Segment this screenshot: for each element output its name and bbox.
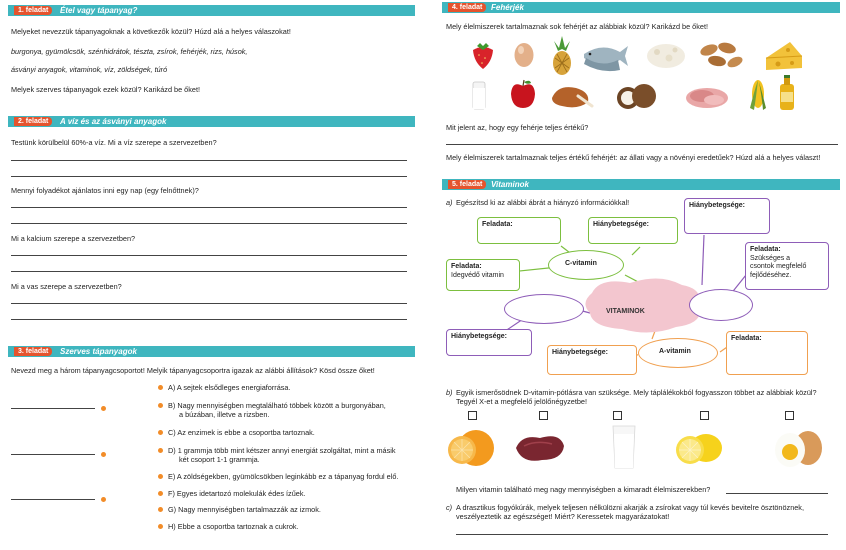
almonds-icon[interactable] [697, 38, 745, 72]
box-feladata-3[interactable] [745, 242, 829, 290]
statement-g: G) Nagy mennyiségben tartalmazzák az izmok. [168, 505, 321, 514]
task-c-label: c) [446, 503, 453, 512]
task-b-question-3: Milyen vitamin található meg nagy mennyiségben a kimaradt élelmiszerekben? [456, 485, 711, 494]
statement-dot[interactable] [158, 507, 163, 512]
blank-node-left[interactable] [504, 294, 584, 324]
task-b-question-2: Tegyél X-et a megfelelő jelölőnégyzetbe! [456, 397, 588, 406]
blank-node-right[interactable] [689, 289, 753, 321]
section-5-number: 5. feladat [448, 180, 486, 189]
section-1-question: Melyeket nevezzük tápanyagoknak a következők közül? Húzd alá a helyes válaszokat! [11, 27, 291, 36]
c-vitamin-label: C-vitamin [565, 260, 597, 267]
checkbox-orange[interactable] [468, 411, 477, 420]
task-b-label: b) [446, 388, 453, 397]
section-3-title: Szerves tápanyagok [60, 347, 137, 356]
answer-line[interactable] [11, 454, 95, 455]
connect-dot[interactable] [101, 452, 106, 457]
statement-h: H) Ebbe a csoportba tartoznak a cukrok. [168, 522, 299, 531]
statement-dot[interactable] [158, 491, 163, 496]
box-label: Feladata: [482, 221, 513, 228]
box-label: Hiánybetegsége: [552, 349, 609, 356]
task-c-question-2: veszélyeztetik az egészséget! Miért? Keressetek magyarázatokat! [456, 512, 670, 521]
answer-line[interactable] [11, 303, 407, 304]
answer-line[interactable] [11, 176, 407, 177]
box-text: fejlődéséhez. [750, 271, 792, 279]
section-4-header [442, 2, 840, 13]
apple-icon[interactable] [508, 78, 538, 110]
box-label: Hiánybetegsége: [451, 333, 508, 340]
statement-dot[interactable] [158, 448, 163, 453]
a-vitamin-label: A-vitamin [659, 348, 691, 355]
box-text: csontok megfelelő [750, 263, 807, 270]
task-b-question-1: Egyik ismerősödnek D-vitamin-pótlásra van szüksége. Mely táplálékokból fogyasszon többet az alábbiak közül? [456, 388, 817, 397]
statement-dot[interactable] [158, 385, 163, 390]
ham-icon[interactable] [684, 84, 730, 110]
answer-line[interactable] [11, 207, 407, 208]
section-5-header [442, 179, 840, 190]
milk-icon[interactable] [470, 80, 488, 110]
oil-icon[interactable] [774, 74, 802, 112]
statement-e: E) A zöldségekben, gyümölcsökben leginkább ez a tápanyag fordul elő. [168, 472, 399, 481]
section-4-question-3: Mely élelmiszerek tartalmaznak teljes értékű fehérjét: az állati vagy a növényi eredetűek? Húzd alá a helyes választ! [446, 153, 821, 162]
milk-glass-icon [610, 424, 638, 470]
section-2-title: A víz és az ásványi anyagok [60, 117, 167, 126]
section-3-question: Nevezd meg a három tápanyagcsoportot! Melyik tápanyagcsoportra igazak az alábbi állítások? Kösd össze őket! [11, 366, 375, 375]
answer-line[interactable] [11, 160, 407, 161]
section-4-number: 4. feladat [448, 3, 486, 12]
connect-dot[interactable] [101, 497, 106, 502]
checkbox-milk[interactable] [613, 411, 622, 420]
box-hianybetegsege-top[interactable] [684, 198, 770, 234]
section-1-word-list-1[interactable]: burgonya, gyümölcsök, szénhidrátok, tészta, zsírok, fehérjék, rizs, húsok, [11, 47, 248, 56]
center-blob [585, 278, 699, 332]
section-4-title: Fehérjék [491, 3, 524, 12]
answer-line[interactable] [11, 499, 95, 500]
chicken-icon[interactable] [548, 82, 594, 110]
statement-a: A) A sejtek elsődleges energiaforrása. [168, 383, 291, 392]
section-2-number: 2. feladat [14, 117, 52, 126]
pineapple-icon[interactable] [550, 36, 574, 76]
checkbox-liver[interactable] [539, 411, 548, 420]
box-hianybetegsege-3[interactable] [547, 345, 637, 375]
section-2-question-4: Mi a vas szerepe a szervezetben? [11, 282, 122, 291]
statement-d-cont: két csoport 1-1 grammja. [179, 455, 260, 464]
section-4-question-2: Mit jelent az, hogy egy fehérje teljes értékű? [446, 123, 589, 132]
egg-icon[interactable] [512, 40, 536, 68]
box-feladata-2[interactable] [446, 259, 520, 291]
answer-line[interactable] [11, 271, 407, 272]
corn-icon[interactable] [748, 78, 768, 112]
answer-line[interactable] [11, 223, 407, 224]
box-label: Feladata: [451, 263, 482, 270]
section-2-header [8, 116, 415, 127]
statement-f: F) Egyes idetartozó molekulák édes ízűek. [168, 489, 306, 498]
connector [702, 235, 704, 285]
box-label: Feladata: [750, 246, 781, 253]
box-label: Hiánybetegsége: [689, 202, 746, 209]
box-hianybetegsege-1[interactable] [588, 217, 678, 244]
answer-line[interactable] [11, 319, 407, 320]
orange-icon [446, 424, 496, 470]
box-label: Hiánybetegsége: [593, 221, 650, 228]
statement-dot[interactable] [158, 524, 163, 529]
task-c-question-1: A drasztikus fogyókúrák, melyek teljesen nélkülözni akarják a zsírokat vagy túl kevés bevitelre ösztönöznek, [456, 503, 804, 512]
boiled-egg-icon [770, 422, 826, 470]
box-text: Idegvédő vitamin [451, 271, 504, 279]
liver-icon [512, 430, 568, 466]
statement-dot[interactable] [158, 430, 163, 435]
coconut-icon[interactable] [614, 78, 658, 112]
section-1-word-list-2[interactable]: ásványi anyagok, vitaminok, víz, zöldségek, túró [11, 65, 168, 74]
statement-b: B) Nagy mennyiségben megtalálható többek között a burgonyában, [168, 401, 386, 410]
answer-line[interactable] [456, 534, 828, 535]
fish-icon[interactable] [580, 40, 630, 74]
section-3-number: 3. feladat [14, 347, 52, 356]
section-4-question-1: Mely élelmiszerek tartalmaznak sok fehérjét az alábbiak közül? Karikázd be őket! [446, 22, 709, 31]
answer-line[interactable] [11, 255, 407, 256]
section-1-question-2: Melyek szerves tápanyagok ezek közül? Karikázd be őket! [11, 85, 201, 94]
box-text: Szükséges a [750, 254, 791, 262]
checkbox-egg[interactable] [785, 411, 794, 420]
box-label: Feladata: [731, 335, 762, 342]
task-a-label: a) [446, 198, 453, 207]
box-feladata-1[interactable] [477, 217, 561, 244]
answer-line[interactable] [726, 493, 828, 494]
section-1-title: Étel vagy tápanyag? [60, 6, 138, 15]
answer-line[interactable] [11, 408, 95, 409]
section-2-question-1: Testünk körülbelül 60%-a víz. Mi a víz szerepe a szervezetben? [11, 138, 217, 147]
section-2-question-2: Mennyi folyadékot ajánlatos inni egy nap (egy felnőttnek)? [11, 186, 199, 195]
section-1-header [8, 5, 415, 16]
swiss-cheese-icon[interactable] [764, 38, 804, 72]
section-5-title: Vitaminok [491, 180, 529, 189]
connector [632, 247, 640, 255]
statement-d: D) 1 grammja több mint kétszer annyi energiát szolgáltat, mint a másik [168, 446, 396, 455]
lemon-icon [672, 428, 724, 468]
section-1-number: 1. feladat [14, 6, 52, 15]
answer-line[interactable] [446, 144, 838, 145]
box-feladata-4[interactable] [726, 331, 808, 375]
statement-dot[interactable] [158, 403, 163, 408]
checkbox-lemon[interactable] [700, 411, 709, 420]
task-a-question: Egészítsd ki az alábbi ábrát a hiányzó információkkal! [456, 198, 630, 207]
box-hianybetegsege-2[interactable] [446, 329, 532, 356]
connect-dot[interactable] [101, 406, 106, 411]
statement-b-cont: a búzában, illetve a rizsben. [179, 410, 270, 419]
vitaminok-center-label: VITAMINOK [606, 308, 645, 315]
statement-c: C) Az enzimek is ebbe a csoportba tartoznak. [168, 428, 315, 437]
section-2-question-3: Mi a kalcium szerepe a szervezetben? [11, 234, 136, 243]
cheese-icon[interactable] [645, 40, 687, 70]
section-3-header [8, 346, 415, 357]
statement-dot[interactable] [158, 474, 163, 479]
strawberry-icon[interactable] [470, 40, 496, 70]
